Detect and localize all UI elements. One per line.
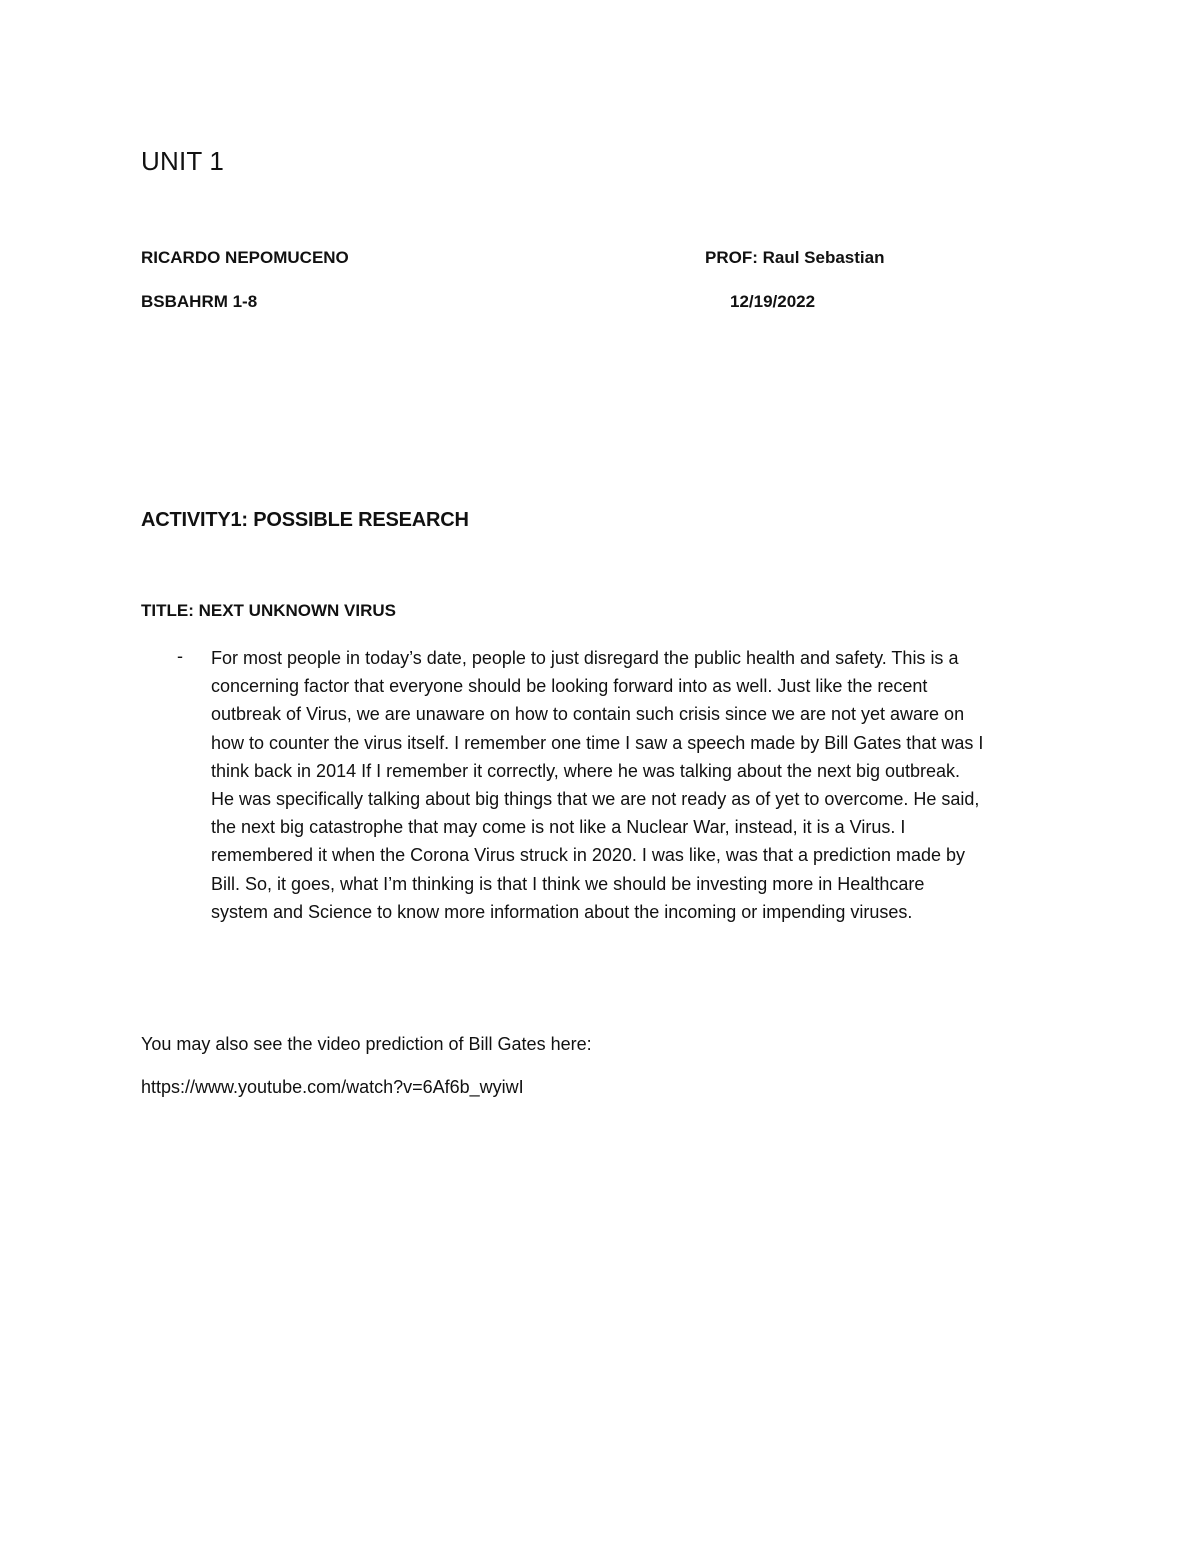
section-code: BSBAHRM 1-8 [141, 292, 258, 311]
activity-heading: ACTIVITY1: POSSIBLE RESEARCH [141, 509, 469, 531]
research-title: TITLE: NEXT UNKNOWN VIRUS [141, 601, 396, 620]
body-line: system and Science to know more information about the incoming or impending viruses. [211, 901, 913, 922]
body-paragraph [211, 644, 1061, 926]
video-link[interactable]: https://www.youtube.com/watch?v=6Af6b_wyiwI [141, 1077, 524, 1097]
body-line: For most people in today’s date, people to just disregard the public health and safety. This is a [211, 648, 959, 668]
body-line: outbreak of Virus, we are unaware on how to contain such crisis since we are not yet aware on [211, 704, 965, 725]
professor-name: PROF: Raul Sebastian [705, 248, 885, 267]
body-line: concerning factor that everyone should be looking forward into as well. Just like the recent [211, 676, 928, 697]
student-name: RICARDO NEPOMUCENO [141, 248, 349, 267]
unit-title: UNIT 1 [141, 146, 225, 176]
body-line: think back in 2014 If I remember it correctly, where he was talking about the next big outbreak. [211, 760, 961, 781]
body-line: how to counter the virus itself. I remember one time I saw a speech made by Bill Gates that was I [211, 732, 984, 753]
body-line: the next big catastrophe that may come is not like a Nuclear War, instead, it is a Virus. I [211, 817, 906, 838]
body-line: He was specifically talking about big things that we are not ready as of yet to overcome. He said, [211, 789, 980, 810]
bullet-marker: - [177, 646, 183, 666]
submission-date: 12/19/2022 [730, 292, 816, 311]
body-line: remembered it when the Corona Virus struck in 2020. I was like, was that a prediction made by [211, 845, 966, 866]
footer-note: You may also see the video prediction of Bill Gates here: [141, 1034, 592, 1054]
body-line: Bill. So, it goes, what I’m thinking is that I think we should be investing more in Healthcare [211, 873, 925, 894]
